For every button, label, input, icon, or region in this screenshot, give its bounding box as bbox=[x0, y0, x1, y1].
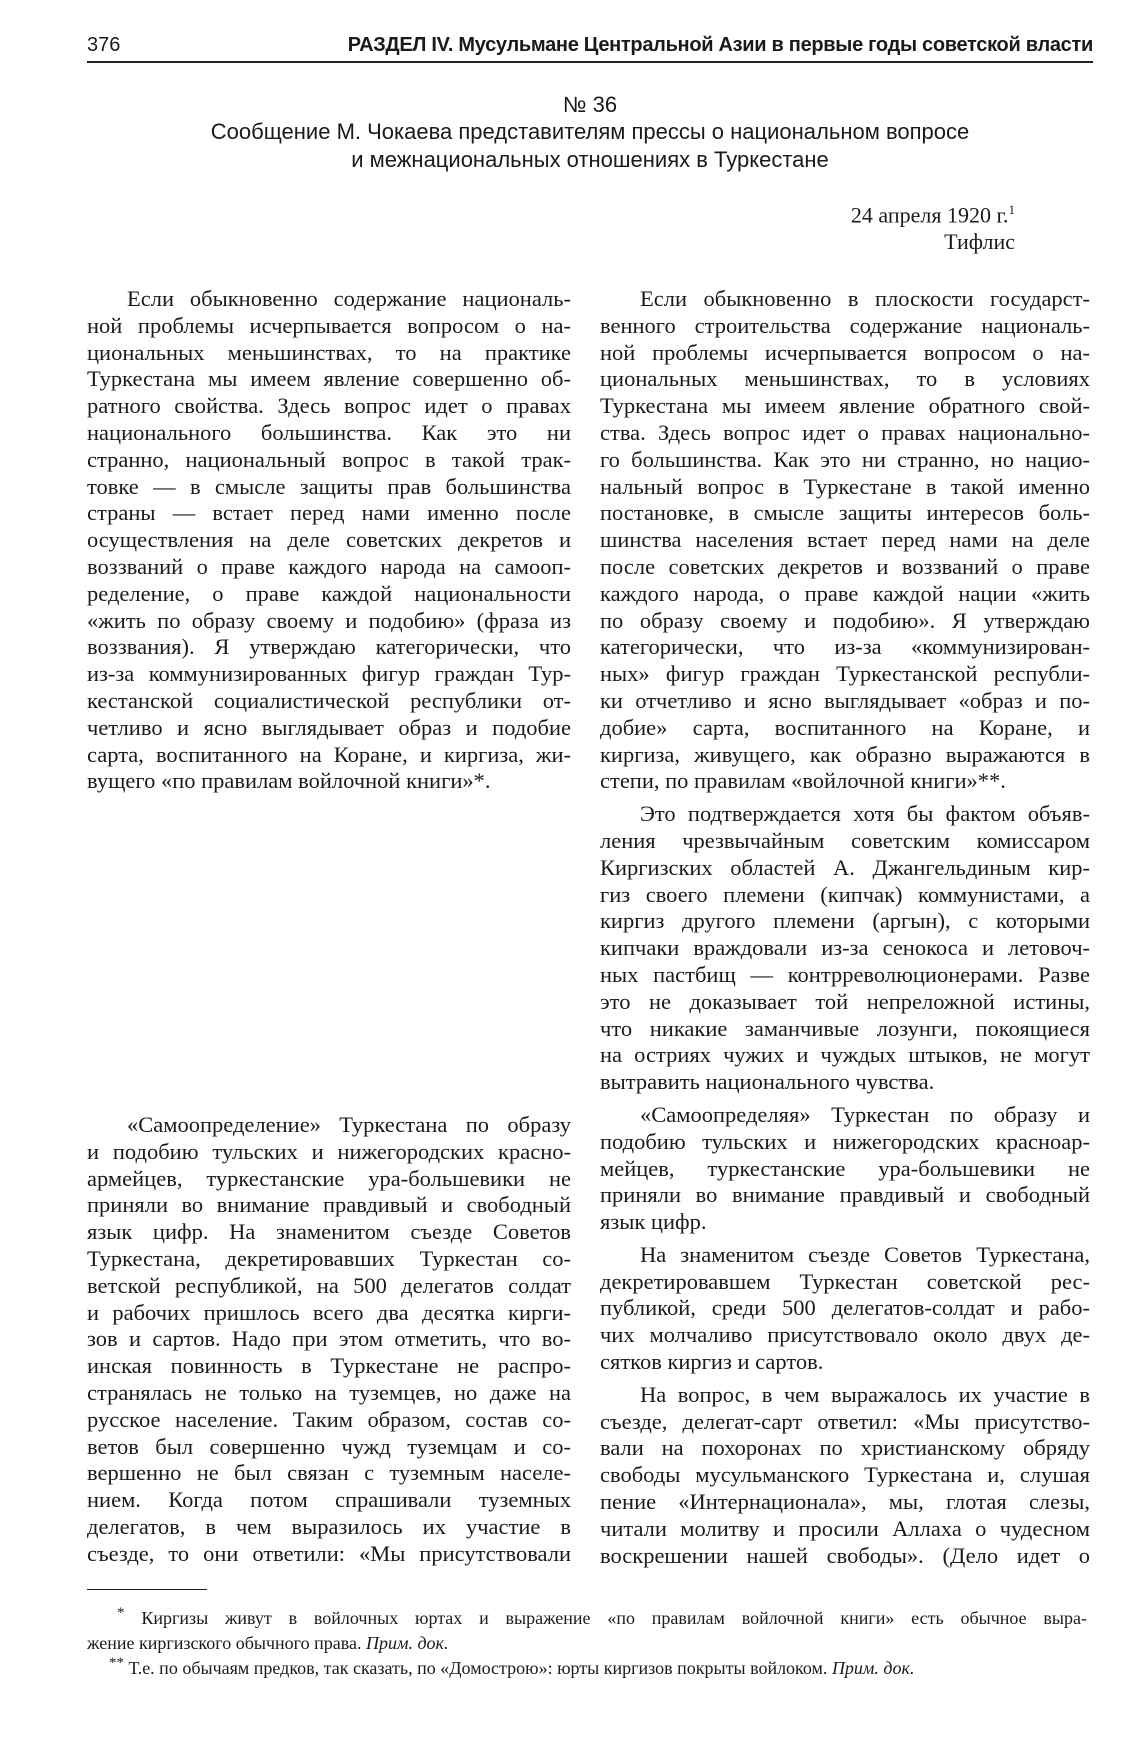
text-line: нием. Когда потом спрашивали туземных bbox=[87, 1487, 571, 1513]
text-line: категорически, что из-за «коммунизирован- bbox=[600, 634, 1090, 660]
text-line: на остриях чужих и чуждых штыков, не могут bbox=[600, 1042, 1090, 1068]
document-date bbox=[851, 202, 1015, 228]
text-line: каждого народа, о праве каждой нации «жить bbox=[600, 580, 1090, 606]
text-line: подобию тульских и нижегородских красноар- bbox=[600, 1128, 1090, 1154]
text-line: и подобию тульских и нижегородских красно- bbox=[87, 1138, 571, 1164]
date-text: 24 апреля 1920 г. bbox=[850, 202, 1009, 228]
footnote-rule bbox=[87, 1589, 207, 1590]
right-column bbox=[600, 286, 1090, 1569]
text-line: Туркестана, декретировавших Туркестан со- bbox=[87, 1245, 571, 1271]
text-line: «жить по образу своему и подобию» (фраза из bbox=[87, 607, 571, 633]
page-number: 376 bbox=[87, 34, 121, 56]
paragraph bbox=[600, 1242, 1090, 1376]
footnote bbox=[87, 1601, 1087, 1656]
paragraph bbox=[600, 801, 1090, 1096]
text-line: кестанской социалистической республики от- bbox=[87, 687, 571, 713]
title-line: Сообщение М. Чокаева представителям прессы о национальном вопросе bbox=[210, 119, 970, 144]
text-line: ределение, о праве каждой национальности bbox=[87, 580, 571, 606]
text-line: циональных меньшинствах, то в условиях bbox=[600, 366, 1090, 392]
text-line: осуществления на деле советских декретов и bbox=[87, 527, 571, 553]
text-line: киргиза, живущего, как образно выражаются в bbox=[600, 741, 1090, 767]
text-line: ных» фигур граждан Туркестанской республи- bbox=[600, 661, 1090, 687]
running-header bbox=[87, 34, 1093, 58]
text-line: шинства населения встает перед нами на деле bbox=[600, 527, 1090, 553]
text-line: воззвания). Я утверждаю категорически, что bbox=[87, 634, 571, 660]
text-line: русское население. Таким образом, состав со- bbox=[87, 1406, 571, 1432]
text-line: вытравить национального чувства. bbox=[600, 1069, 935, 1095]
document-place: Тифлис bbox=[944, 229, 1015, 254]
title-line: и межнациональных отношениях в Туркестане bbox=[351, 147, 829, 172]
text-line: вущего «по правилам войлочной книги»*. bbox=[87, 768, 491, 794]
document-number: № 36 bbox=[562, 92, 618, 117]
text-line: постановке, в смысле защиты интересов боль- bbox=[600, 500, 1090, 526]
footnote-mark: ** bbox=[109, 1655, 124, 1671]
text-line: ных пастбищ — контрреволюционерами. Разве bbox=[600, 961, 1090, 987]
text-line: это не доказывает той непреложной истины, bbox=[600, 988, 1090, 1014]
text-line: ки отчетливо и ясно выглядывает «образ и по- bbox=[600, 687, 1090, 713]
text-line: кипчаки враждовали из-за сенокоса и летовоч- bbox=[600, 935, 1090, 961]
paragraph bbox=[600, 1102, 1090, 1236]
paragraph bbox=[87, 286, 571, 795]
text-line: что никакие заманчивые лозунги, покоящиеся bbox=[600, 1015, 1090, 1041]
text-line: го большинства. Как это ни странно, но нацио- bbox=[600, 446, 1090, 472]
text-line: нальный вопрос в Туркестане в такой именно bbox=[600, 473, 1090, 499]
text-line: На вопрос, в чем выражалось их участие в bbox=[640, 1381, 1090, 1407]
left-column bbox=[87, 286, 571, 1566]
footnote-note: Прим. док. bbox=[831, 1658, 915, 1678]
text-line: после советских декретов и воззваний о праве bbox=[600, 553, 1090, 579]
text-line: ства. Здесь вопрос идет о правах национально- bbox=[600, 419, 1090, 445]
text-line: венного строительства содержание националь- bbox=[600, 312, 1090, 338]
text-line: четливо и ясно выглядывает образ и подобие bbox=[87, 714, 571, 740]
text-line: Если обыкновенно содержание националь- bbox=[127, 286, 571, 311]
text-line: Это подтверждается хотя бы фактом объяв- bbox=[640, 801, 1090, 827]
text-line: циональных меньшинствах, то на практике bbox=[87, 339, 571, 365]
text-line: степи, по правилам «войлочной книги»**. bbox=[600, 768, 1006, 794]
text-line: ветской республикой, на 500 делегатов солдат bbox=[87, 1272, 571, 1298]
text-line: национального большинства. Как это ни bbox=[87, 419, 571, 445]
text-line: товке — в смысле защиты прав большинства bbox=[87, 473, 571, 499]
text-line: воззваний о праве каждого народа на самооп- bbox=[87, 553, 571, 579]
text-line: инская повинность в Туркестане не распро- bbox=[87, 1353, 571, 1379]
text-line: странно, национальный вопрос в такой трак- bbox=[87, 446, 571, 472]
text-line: делегатов, в чем выразилось их участие в bbox=[87, 1513, 571, 1539]
text-line: армейцев, туркестанские ура-большевики не bbox=[87, 1165, 571, 1191]
document-title bbox=[150, 118, 1030, 174]
text-line: язык цифр. bbox=[600, 1209, 707, 1235]
paragraph bbox=[600, 1382, 1090, 1570]
text-line: съезде, то они ответили: «Мы присутствовали bbox=[87, 1540, 571, 1566]
text-line: и рабочих пришлось всего два десятка кирги- bbox=[87, 1299, 571, 1325]
footnote-text: Т.е. по обычаям предков, так сказать, по «Домострою»: юрты киргизов покрыты войлоком. bbox=[128, 1658, 828, 1678]
text-line: по образу своему и подобию». Я утверждаю bbox=[600, 607, 1090, 633]
footnote-text: жение киргизского обычного права. bbox=[87, 1633, 362, 1653]
text-line: ной проблемы исчерпывается вопросом о на- bbox=[87, 312, 571, 338]
text-line: пение «Интернационала», мы, глотая слезы, bbox=[600, 1489, 1090, 1515]
text-line: публикой, среди 500 делегатов-солдат и рабо- bbox=[600, 1295, 1090, 1321]
text-line: странялась не только на туземцев, но даже на bbox=[87, 1379, 571, 1405]
text-line: Киргизских областей А. Джангельдиным кир- bbox=[600, 854, 1090, 880]
text-line: язык цифр. На знаменитом съезде Советов bbox=[87, 1219, 571, 1245]
paragraph bbox=[87, 1112, 571, 1568]
text-line: ратного свойства. Здесь вопрос идет о правах bbox=[87, 393, 571, 419]
text-line: гиз своего племени (кипчак) коммунистами, а bbox=[600, 881, 1090, 907]
text-line: «Самоопределение» Туркестана по образу bbox=[127, 1112, 571, 1137]
text-line: киргиз другого племени (аргын), с которыми bbox=[600, 908, 1090, 934]
text-line: приняли во внимание правдивый и свободный bbox=[87, 1192, 571, 1218]
footnote bbox=[87, 1651, 1109, 1681]
text-line: ления чрезвычайным советским комиссаром bbox=[600, 827, 1090, 853]
section-title: РАЗДЕЛ IV. Мусульмане Центральной Азии в первые годы советской власти bbox=[347, 34, 1093, 56]
footnote-text: Киргизы живут в войлочных юртах и выражение «по правилам войлочной книги» есть обычное выра- bbox=[141, 1608, 1087, 1628]
text-line: приняли во внимание правдивый и свободный bbox=[600, 1182, 1090, 1208]
text-line: Туркестана мы имеем явление совершенно об- bbox=[87, 366, 571, 392]
header-rule bbox=[87, 61, 1093, 63]
text-line: декретировавшем Туркестан советской рес- bbox=[600, 1268, 1090, 1294]
text-line: вершенно не был связан с туземным населе- bbox=[87, 1460, 571, 1486]
text-line: добие» сарта, воспитанного на Коране, и bbox=[600, 714, 1090, 740]
text-line: На знаменитом съезде Советов Туркестана, bbox=[640, 1241, 1090, 1267]
endnote-mark: 1 bbox=[1008, 202, 1015, 217]
text-line: зов и сартов. Надо при этом отметить, что во- bbox=[87, 1326, 571, 1352]
text-line: сарта, воспитанного на Коране, и киргиза, жи- bbox=[87, 741, 571, 767]
footnote-mark: * bbox=[117, 1605, 125, 1621]
text-line: воскрешении нашей свободы». (Дело идет о bbox=[600, 1542, 1090, 1568]
text-line: чих молчаливо присутствовало около двух де- bbox=[600, 1322, 1090, 1348]
text-line: съезде, делегат-сарт ответил: «Мы присутство- bbox=[600, 1408, 1090, 1434]
text-line: страны — встает перед нами именно после bbox=[87, 500, 571, 526]
text-line: вали на похоронах по христианскому обряду bbox=[600, 1435, 1090, 1461]
text-line: мейцев, туркестанские ура-большевики не bbox=[600, 1155, 1090, 1181]
text-line: читали молитву и просили Аллаха о чудесном bbox=[600, 1515, 1090, 1541]
paragraph bbox=[600, 286, 1090, 795]
text-line: Если обыкновенно в плоскости государст- bbox=[640, 286, 1090, 311]
text-line: ной проблемы исчерпывается вопросом о на- bbox=[600, 339, 1090, 365]
text-line: Туркестана мы имеем явление обратного свой- bbox=[600, 393, 1090, 419]
text-line: свободы мусульманского Туркестана и, слушая bbox=[600, 1462, 1090, 1488]
text-line: «Самоопределяя» Туркестан по образу и bbox=[640, 1101, 1090, 1127]
text-line: ветов был совершенно чужд туземцам и со- bbox=[87, 1433, 571, 1459]
footnote-note: Прим. док. bbox=[365, 1633, 449, 1653]
text-line: сятков киргиз и сартов. bbox=[600, 1349, 824, 1375]
text-line: из-за коммунизированных фигур граждан Тур- bbox=[87, 661, 571, 687]
